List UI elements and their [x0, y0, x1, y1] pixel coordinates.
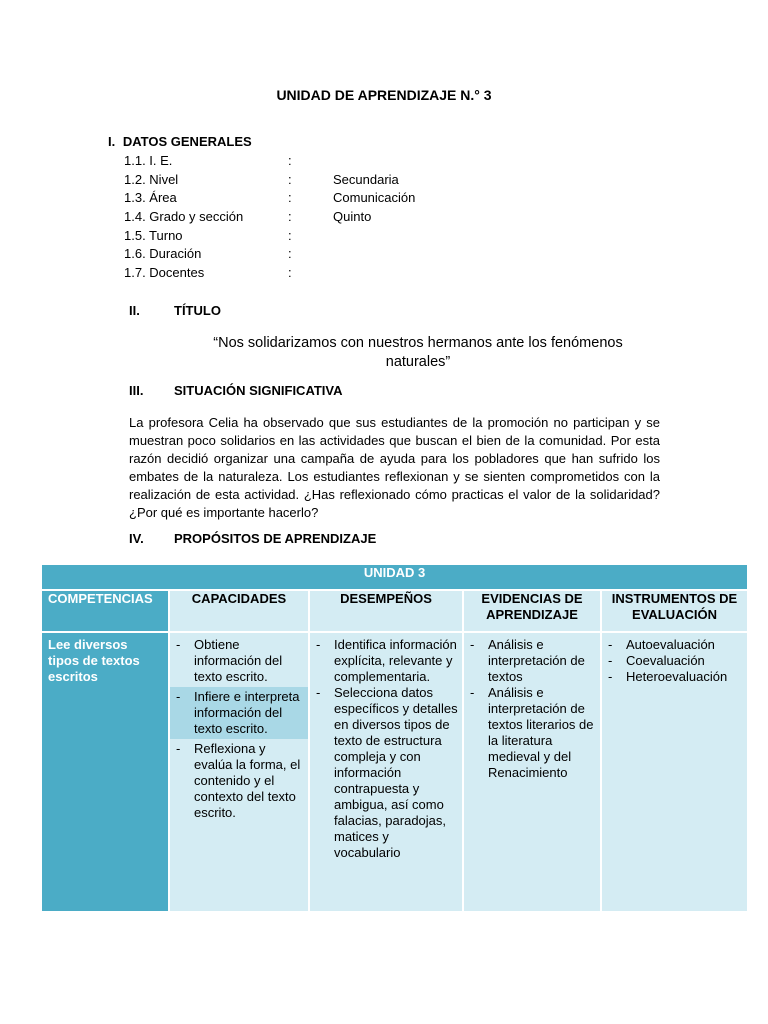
datos-value: Secundaria — [333, 172, 399, 187]
header-evidencias: EVIDENCIAS DE APRENDIZAJE — [463, 590, 601, 632]
table-row — [41, 632, 748, 912]
datos-value: Quinto — [333, 209, 372, 224]
datos-colon: : — [288, 190, 292, 205]
list-item: - Heteroevaluación — [602, 669, 747, 685]
datos-label: 1.1. I. E. — [124, 153, 173, 168]
section-number: IV. — [129, 531, 144, 546]
list-item: - Infiere e interpreta información del texto escrito. — [170, 687, 308, 739]
propositos-table — [40, 563, 749, 913]
header-capacidades: CAPACIDADES — [169, 590, 309, 632]
list-item: - Reflexiona y evalúa la forma, el contenido y el contexto del texto escrito. — [170, 739, 308, 823]
unit-label: UNIDAD 3 — [41, 564, 748, 590]
section-number: II. — [129, 303, 140, 318]
datos-value: Comunicación — [333, 190, 416, 205]
section-datos-generales-heading — [108, 134, 252, 149]
datos-colon: : — [288, 153, 292, 168]
datos-colon: : — [288, 265, 292, 280]
competencia-cell: Lee diversos tipos de textos escritos — [41, 632, 169, 912]
section-title: DATOS GENERALES — [122, 134, 252, 149]
section-title: SITUACIÓN SIGNIFICATIVA — [174, 383, 343, 398]
datos-label: 1.2. Nivel — [124, 172, 179, 187]
header-instrumentos: INSTRUMENTOS DE EVALUACIÓN — [601, 590, 748, 632]
datos-label: 1.3. Área — [124, 190, 177, 205]
section-title: TÍTULO — [174, 303, 221, 318]
list-item: - Identifica información explícita, relevante y complementaria. — [310, 637, 462, 685]
capacidades-list — [170, 635, 308, 823]
section-propositos-heading — [129, 531, 529, 549]
capacidades-cell — [169, 632, 309, 912]
header-desempenos: DESEMPEÑOS — [309, 590, 463, 632]
datos-label: 1.7. Docentes — [124, 265, 205, 280]
table-unit-row — [41, 564, 748, 590]
datos-label: 1.6. Duración — [124, 246, 202, 261]
list-item: - Análisis e interpretación de textos — [464, 637, 600, 685]
table-header-row — [41, 590, 748, 632]
list-item: - Obtiene información del texto escrito. — [170, 635, 308, 687]
section-situacion-heading — [129, 383, 529, 401]
section-number: I. — [108, 134, 116, 149]
unit-title-quote: “Nos solidarizamos con nuestros hermanos ante los fenómenos naturales” — [213, 335, 623, 370]
desempenos-list — [310, 637, 462, 861]
datos-label: 1.4. Grado y sección — [124, 209, 244, 224]
header-competencias: COMPETENCIAS — [41, 590, 169, 632]
instrumentos-list — [602, 637, 747, 685]
instrumentos-cell — [601, 632, 748, 912]
desempenos-cell — [309, 632, 463, 912]
list-item: - Selecciona datos específicos y detalles en diversos tipos de texto de estructura compleja y con información contrapuesta y ambigua, así como falacias, paradojas, matices y vocabulario — [310, 685, 462, 861]
datos-colon: : — [288, 228, 292, 243]
situacion-paragraph: La profesora Celia ha observado que sus estudiantes de la promoción no participan y se muestran poco solidarios en las actividades que buscan el bien de la comunidad. Por esta razón decidió organizar una campaña de ayuda para los pobladores que han sufrido los embates de la naturaleza. Los estudiantes reflexionan y se sienten comprometidos con la realización de esta actividad. ¿Has reflexionado cómo practicas el valor de la solidaridad? ¿Por qué es importante hacerlo? — [129, 415, 660, 520]
evidencias-cell — [463, 632, 601, 912]
section-number: III. — [129, 383, 144, 398]
document-title: UNIDAD DE APRENDIZAJE N.° 3 — [276, 87, 492, 103]
section-titulo-heading — [129, 303, 429, 321]
evidencias-list — [464, 637, 600, 781]
list-item: - Autoevaluación — [602, 637, 747, 653]
datos-colon: : — [288, 246, 292, 261]
datos-label: 1.5. Turno — [124, 228, 183, 243]
datos-colon: : — [288, 209, 292, 224]
list-item: - Análisis e interpretación de textos literarios de la literatura medieval y del Renacimiento — [464, 685, 600, 781]
list-item: - Coevaluación — [602, 653, 747, 669]
datos-colon: : — [288, 172, 292, 187]
section-title: PROPÓSITOS DE APRENDIZAJE — [174, 531, 377, 546]
